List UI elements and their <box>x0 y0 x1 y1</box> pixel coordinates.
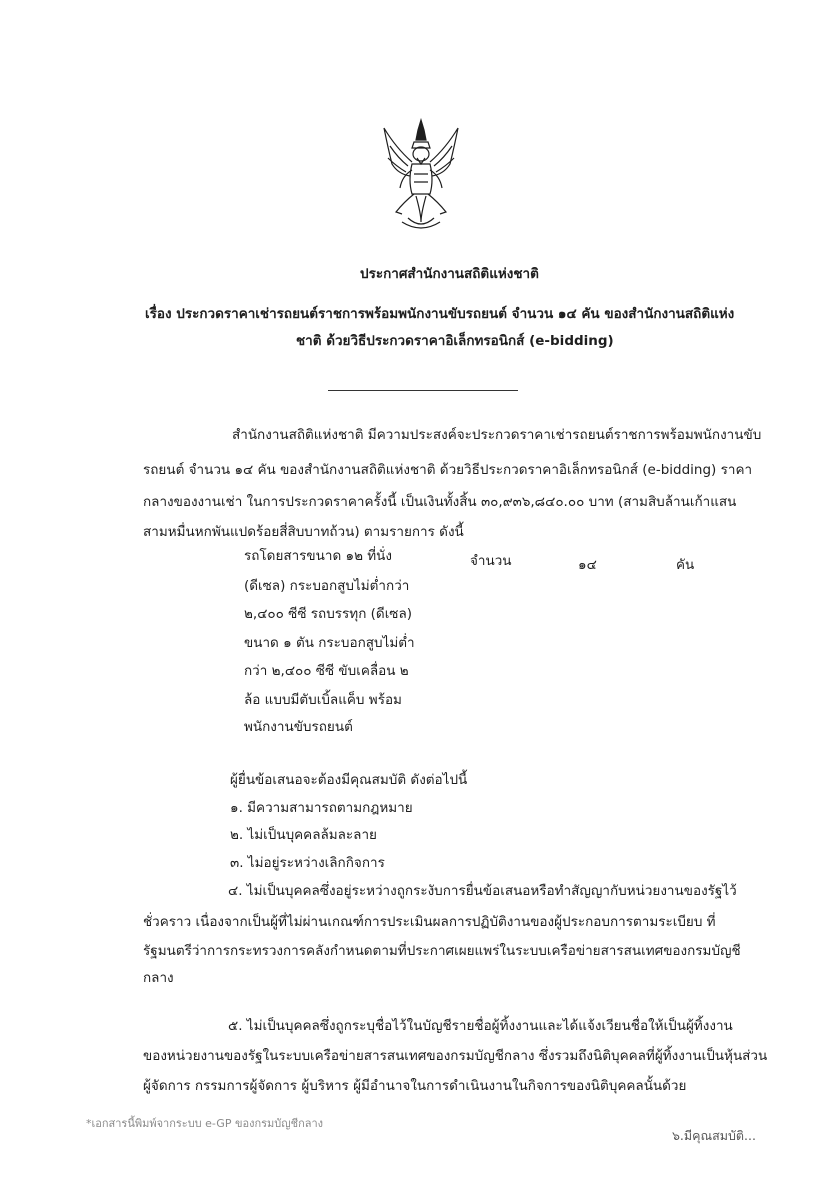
subject-line-1: เรื่อง ประกวดราคาเช่ารถยนต์ราชการพร้อมพนักงานขับรถยนต์ จำนวน ๑๔ คัน ของสำนักงานสถิติแห่ง <box>145 306 735 322</box>
page-continuation-marker: ๖.มีคุณสมบัติ... <box>672 1128 756 1143</box>
qualification-item-3: ๓. ไม่อยู่ระหว่างเลิกกิจการ <box>230 855 385 871</box>
qualification-item-2: ๒. ไม่เป็นบุคคลล้มละลาย <box>230 827 377 843</box>
intro-line-3: กลางของงานเช่า ในการประกวดราคาครั้งนี้ เป็นเงินทั้งสิ้น ๓๐,๙๓๖,๘๔๐.๐๐ บาท (สามสิบล้านเก้าแสน <box>143 494 737 510</box>
qualifications-heading: ผู้ยื่นข้อเสนอจะต้องมีคุณสมบัติ ดังต่อไปนี้ <box>230 772 468 788</box>
qualification-item-1: ๑. มีความสามารถตามกฎหมาย <box>230 800 413 816</box>
qualification-item-4-line: กลาง <box>143 970 174 986</box>
item-description-line: กว่า ๒,๔๐๐ ซีซี ขับเคลื่อน ๒ <box>244 663 409 679</box>
subject-line-2: ชาติ ด้วยวิธีประกวดราคาอิเล็กทรอนิกส์ (e-bidding) <box>296 333 614 349</box>
intro-line-1: สำนักงานสถิติแห่งชาติ มีความประสงค์จะประกวดราคาเช่ารถยนต์ราชการพร้อมพนักงานขับ <box>232 427 762 443</box>
qualification-item-5-line: ของหน่วยงานของรัฐในระบบเครือข่ายสารสนเทศของกรมบัญชีกลาง ซึ่งรวมถึงนิติบุคคลที่ผู้ทิ้งงานเป็นหุ้นส่วน <box>143 1048 768 1064</box>
qualification-item-4-line: รัฐมนตรีว่าการกระทรวงการคลังกำหนดตามที่ประกาศเผยแพร่ในระบบเครือข่ายสารสนเทศของกรมบัญชี <box>143 943 741 959</box>
item-description-line: ๒,๔๐๐ ซีซี รถบรรทุก (ดีเซล) <box>244 606 413 622</box>
item-description-line: พนักงานขับรถยนต์ <box>244 719 353 735</box>
announcement-title: ประกาศสำนักงานสถิติแห่งชาติ <box>360 266 539 282</box>
egp-print-note: *เอกสารนี้พิมพ์จากระบบ e-GP ของกรมบัญชีกลาง <box>86 1117 324 1130</box>
garuda-emblem-icon <box>378 118 464 234</box>
qualification-item-5-line: ผู้จัดการ กรรมการผู้จัดการ ผู้บริหาร ผู้มีอำนาจในการดำเนินงานในกิจการของนิติบุคคลนั้นด้วย <box>143 1078 687 1094</box>
intro-line-2: รถยนต์ จำนวน ๑๔ คัน ของสำนักงานสถิติแห่งชาติ ด้วยวิธีประกวดราคาอิเล็กทรอนิกส์ (e-bidding) ราคา <box>143 462 753 478</box>
item-quantity-value: ๑๔ <box>578 557 597 573</box>
item-description-line: ขนาด ๑ ตัน กระบอกสูบไม่ต่ำ <box>244 635 415 651</box>
qualification-item-5-line: ๕. ไม่เป็นบุคคลซึ่งถูกระบุชื่อไว้ในบัญชีรายชื่อผู้ทิ้งงานและได้แจ้งเวียนชื่อให้เป็นผู้ทิ้งงาน <box>228 1018 733 1034</box>
item-quantity-label: จำนวน <box>470 553 512 569</box>
item-description-line: ล้อ แบบมีตับเบิ้ลแค็บ พร้อม <box>244 692 402 708</box>
intro-line-4: สามหมื่นหกพันแปดร้อยสี่สิบบาทถ้วน) ตามรายการ ดังนี้ <box>143 524 464 540</box>
item-description-line: (ดีเซล) กระบอกสูบไม่ต่ำกว่า <box>244 578 410 594</box>
item-description-line: รถโดยสารขนาด ๑๒ ที่นั่ง <box>244 548 392 564</box>
qualification-item-4-line: ชั่วคราว เนื่องจากเป็นผู้ที่ไม่ผ่านเกณฑ์การประเมินผลการปฏิบัติงานของผู้ประกอบการตามระเบียบ ที่ <box>143 914 716 930</box>
item-quantity-unit: คัน <box>676 557 695 573</box>
qualification-item-4-line: ๔. ไม่เป็นบุคคลซึ่งอยู่ระหว่างถูกระงับการยื่นข้อเสนอหรือทำสัญญากับหน่วยงานของรัฐไว้ <box>228 883 737 899</box>
title-divider <box>328 390 518 391</box>
